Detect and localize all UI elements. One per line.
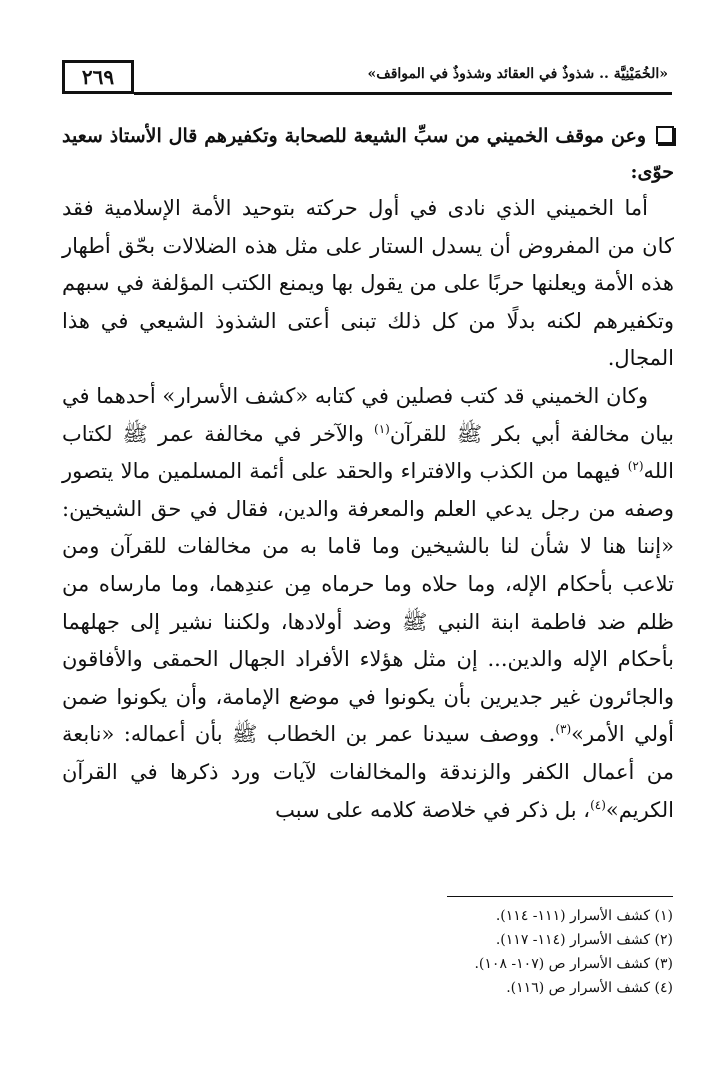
paragraph-2 — [62, 378, 674, 829]
footnote-ref-2[interactable]: (٢) — [627, 459, 644, 474]
footnote-ref-3[interactable]: (٣) — [555, 722, 572, 737]
page-content — [62, 118, 674, 829]
footnote-3: (٣) كشف الأسرار ص (١٠٧- ١٠٨). — [474, 956, 673, 972]
paragraph-2-text-c: فيهما من الكذب والافتراء والحقد على أئمة المسلمين مالا يتصور وصفه من رجل يدعي العلم والمعرفة والدين، فقال في حق الشيخين: «إننا هنا لا شأن لنا بالشيخين وما قاما به من مخالفات للقرآن ومن تلاعب بأحكام الإله، وما حلاه وما حرماه مِن عندِهما، وما مارساه من ظلم ضد فاطمة ابنة النبي ﷺ وضد أولادها، ولكننا نشير إلى جهلهما بأحكام الإله والدين... إن مثل هؤلاء الأفراد الجهال الحمقى والأفاقون والجائرون غير جديرين بأن يكونوا في موضع الإمامة، وأن يكونوا ضمن أولي الأمر» — [62, 459, 674, 747]
paragraph-1-text: أما الخميني الذي نادى في أول حركته بتوحيد الأمة الإسلامية فقد كان من المفروض أن يسدل الستار على مثل هذه الضلالات بحّق أطهار هذه الأمة ويعلنها حربًا على من يقول بها ويمنع الكتب المؤلفة في سبهم وتكفيرهم لكنه بدلًا من كل ذلك تبنى أعتى الشذوذ الشيعي في هذا المجال. — [62, 196, 674, 371]
footnote-ref-4[interactable]: (٤) — [590, 797, 606, 812]
section-heading-text: وعن موقف الخميني من سبِّ الشيعة للصحابة وتكفيرهم قال الأستاذ سعيد حوّى: — [62, 125, 674, 183]
footnotes — [273, 904, 673, 1000]
paragraph-2-text-e: ، بل ذكر في خلاصة كلامه على سبب — [275, 797, 591, 822]
paragraph-2-text-a: وكان الخميني قد كتب فصلين في كتابه «كشف الأسرار» أحدهما في بيان مخالفة أبي بكر ﷺ للقرآن — [62, 383, 674, 446]
page-number: ٢٦٩ — [62, 60, 134, 94]
page-header — [62, 60, 672, 102]
footnote-4: (٤) كشف الأسرار ص (١١٦). — [506, 980, 673, 996]
running-title: «الخُمَيْنِيَّة .. شذوذٌ في العقائد وشذوذٌ في المواقف» — [367, 66, 668, 82]
footnote-separator — [447, 896, 673, 897]
checkbox-bullet-icon — [656, 126, 674, 144]
paragraph-2-text-b: والآخر في مخالفة عمر ﷺ لكتاب الله — [62, 421, 674, 484]
footnote-ref-1[interactable]: (١) — [374, 421, 390, 436]
paragraph-1 — [62, 190, 674, 378]
section-heading — [62, 118, 674, 190]
header-rule — [134, 92, 672, 95]
footnote-2: (٢) كشف الأسرار (١١٤- ١١٧). — [495, 932, 673, 948]
paragraph-2-text-d: . ووصف سيدنا عمر بن الخطاب ﷺ بأن أعماله: «نابعة من أعمال الكفر والزندقة والمخالفات لآيات ورد ذكرها في القرآن الكريم» — [62, 722, 674, 822]
footnote-1: (١) كشف الأسرار (١١١- ١١٤). — [495, 908, 673, 924]
